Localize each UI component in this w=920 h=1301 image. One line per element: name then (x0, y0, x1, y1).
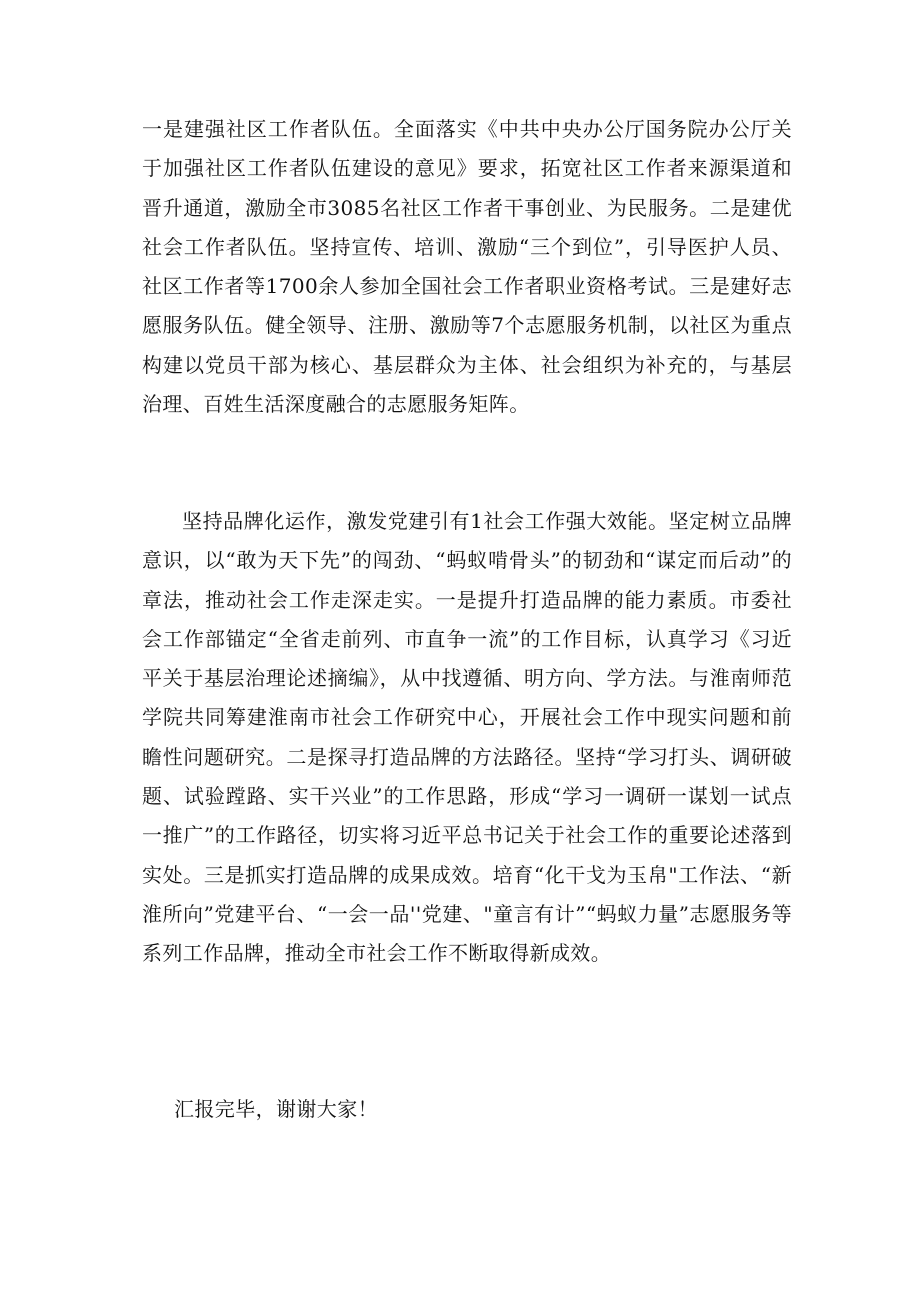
paragraph-brand-operation: 坚持品牌化运作，激发党建引有1社会工作强大效能。坚定树立品牌意识，以“敢为天下先”的闯劲、“蚂蚁啃骨头”的韧劲和“谋定而后动”的章法，推动社会工作走深走实。一是提升打造品牌的能力素质。市委社会工作部锚定“全省走前列、市直争一流”的工作目标，认真学习《习近平关于基层治理论述摘编》，从中找遵循、明方向、学方法。与淮南师范学院共同筹建淮南市社会工作研究中心，开展社会工作中现实问题和前瞻性问题研究。二是探寻打造品牌的方法路径。坚持“学习打头、调研破题、试验蹚路、实干兴业”的工作思路，形成“学习一调研一谋划一试点一推广”的工作路径，切实将习近平总书记关于社会工作的重要论述落到实处。三是抓实打造品牌的成果成效。培育“化干戈为玉帛"工作法、“新淮所向”党建平台、“一会一品''党建、"童言有计”“蚂蚁力量”志愿服务等系列工作品牌，推动全市社会工作不断取得新成效。 (142, 509, 792, 966)
paragraph-closing: 汇报完毕，谢谢大家！ (174, 1097, 378, 1121)
paragraph-team-building: 一是建强社区工作者队伍。全面落实《中共中央办公厅国务院办公厅关于加强社区工作者队伍建设的意见》要求，拓宽社区工作者来源渠道和晋升通道，激励全市3085名社区工作者干事创业、为民服务。二是建优社会工作者队伍。坚持宣传、培训、激励“三个到位”，引导医护人员、社区工作者等1700余人参加全国社会工作者职业资格考试。三是建好志愿服务队伍。健全领导、注册、激励等7个志愿服务机制，以社区为重点构建以党员干部为核心、基层群众为主体、社会组织为补充的，与基层治理、百姓生活深度融合的志愿服务矩阵。 (142, 117, 792, 417)
